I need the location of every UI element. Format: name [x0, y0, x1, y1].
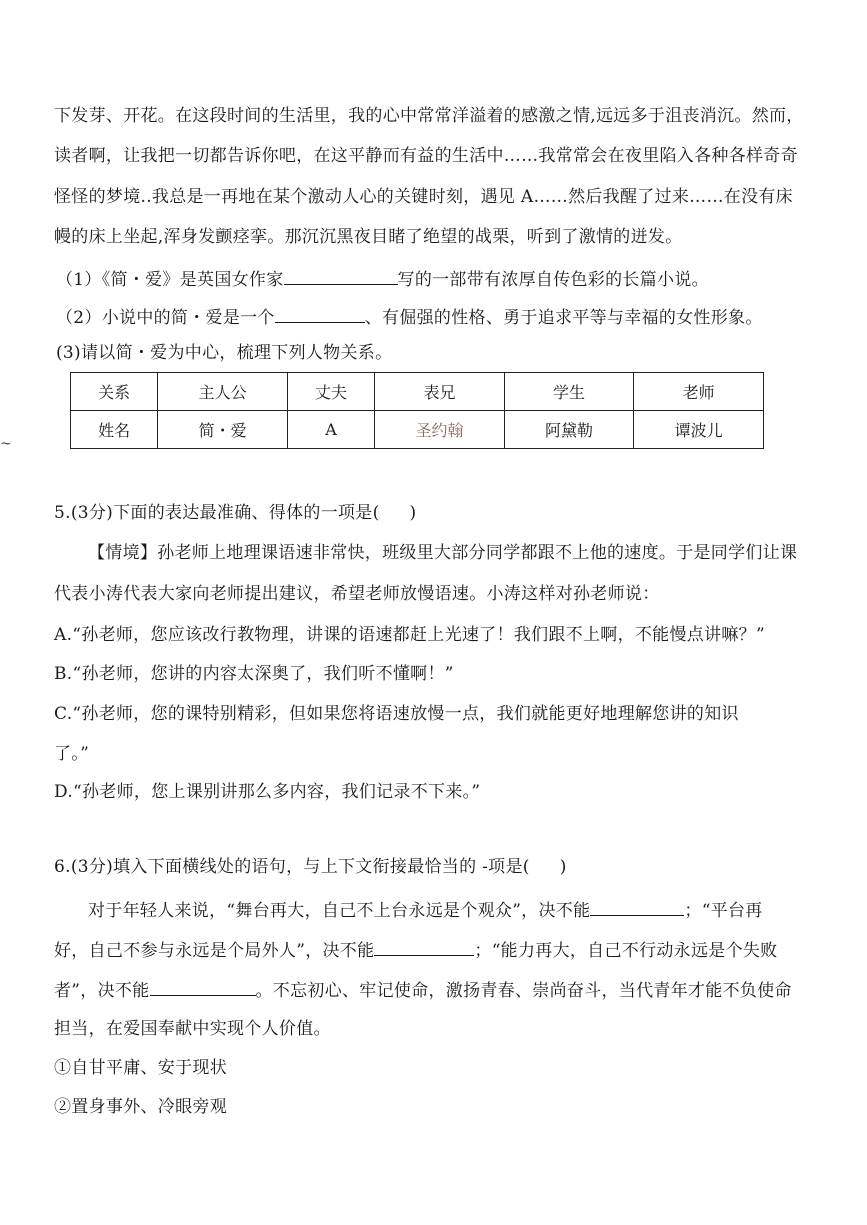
q6-item-1: ①自甘平庸、安于现状 [54, 1058, 227, 1078]
q4-sub1-prefix: （1）《简・爱》是英国女作家 [56, 270, 284, 290]
table-cell: 关系 [71, 373, 158, 411]
table-cell: 谭波儿 [634, 411, 764, 449]
q6-text-line-2 [54, 939, 777, 961]
table-row [71, 411, 764, 449]
q6-blank-1[interactable] [590, 899, 684, 916]
table-cell: 学生 [504, 373, 634, 411]
passage-line-4: 幔的床上坐起,浑身发颤痉挛。那沉沉黑夜目睹了绝望的战栗，听到了激情的迸发。 [54, 227, 683, 247]
q4-sub2-blank[interactable] [275, 306, 365, 323]
q6-blank-3[interactable] [150, 979, 256, 996]
q4-sub2 [56, 306, 763, 328]
q5-option-b: B.“孙老师，您讲的内容太深奥了，我们听不懂啊！” [54, 664, 454, 684]
q4-sub1-suffix: 写的一部带有浓厚自传色彩的长篇小说。 [397, 270, 709, 290]
q6-stem [54, 857, 567, 877]
q5-option-c-line-2: 了。” [54, 744, 90, 764]
passage-line-1: 下发芽、开花。在这段时间的生活里，我的心中常常洋溢着的感激之情,远远多于沮丧消沉。然而， [54, 106, 804, 126]
table-cell: 阿黛勒 [504, 411, 634, 449]
table-cell: 丈夫 [287, 373, 374, 411]
table-header-row [71, 373, 764, 411]
table-cell: 姓名 [71, 411, 158, 449]
q6-text-line-4: 担当，在爱国奉献中实现个人价值。 [54, 1019, 331, 1039]
table-cell: 表兄 [375, 373, 505, 411]
q6-line1-a: 对于年轻人来说，“舞台再大，自己不上台永远是个观众”，决不能 [88, 901, 591, 921]
q6-text-line-3 [54, 979, 792, 1001]
q6-line1-b: ；“平台再 [684, 901, 763, 921]
table-cell: 圣约翰 [375, 411, 505, 449]
q6-line3-b: 。不忘初心、牢记使命，激扬青春、崇尚奋斗，当代青年才能不负使命 [255, 981, 792, 1001]
q6-stem-close: ) [559, 857, 567, 877]
q6-stem-text: 6.(3分)填入下面横线处的语句，与上下文衔接最恰当的 -项是( [54, 857, 530, 877]
q5-stem [54, 503, 416, 523]
q4-sub2-suffix: 、有倔强的性格、勇于追求平等与幸福的女性形象。 [364, 308, 763, 328]
q5-option-a: A.“孙老师，您应该改行教物理，讲课的语速都赶上光速了！我们跟不上啊，不能慢点讲嘛？” [54, 625, 765, 645]
passage-line-3: 怪怪的梦境..我总是一再地在某个激动人心的关键时刻，遇见 A……然后我醒了过来……在没有床 [54, 187, 793, 207]
passage-line-2: 读者啊，让我把一切都告诉你吧，在这平静而有益的生活中……我常常会在夜里陷入各种各样奇奇 [54, 146, 798, 166]
q4-sub1 [56, 268, 709, 290]
q5-context-line-1: 【情境】孙老师上地理课语速非常快，班级里大部分同学都跟不上他的速度。于是同学们让课 [88, 543, 798, 563]
table-cell: 老师 [634, 373, 764, 411]
q5-stem-text: 5.(3分)下面的表达最准确、得体的一项是( [54, 503, 380, 523]
q4-sub3: (3)请以简・爱为中心，梳理下列人物关系。 [56, 343, 393, 363]
q6-line2-a: 好，自己不参与永远是个局外人”，决不能 [54, 941, 375, 961]
relationship-table [70, 372, 764, 449]
q6-line2-b: ；“能力再大，自己不行动永远是个失败 [474, 941, 778, 961]
q6-item-2: ②置身事外、冷眼旁观 [54, 1097, 227, 1117]
q5-context-line-2: 代表小涛代表大家向老师提出建议，希望老师放慢语速。小涛这样对孙老师说： [54, 584, 660, 604]
q5-option-c-line-1: C.“孙老师，您的课特别精彩，但如果您将语速放慢一点，我们就能更好地理解您讲的知识 [54, 704, 739, 724]
q4-sub2-prefix: （2）小说中的简・爱是一个 [56, 308, 275, 328]
q6-blank-2[interactable] [374, 939, 474, 956]
margin-mark: ~ [0, 436, 12, 452]
q4-sub1-blank[interactable] [284, 268, 398, 285]
table-cell: 简・爱 [158, 411, 288, 449]
q5-stem-close: ) [409, 503, 417, 523]
table-cell: 主人公 [158, 373, 288, 411]
q6-text-line-1 [88, 899, 763, 921]
table-cell: A [287, 411, 374, 449]
q6-line3-a: 者”，决不能 [54, 981, 150, 1001]
q5-option-d: D.“孙老师，您上课别讲那么多内容，我们记录不下来。” [54, 782, 481, 802]
